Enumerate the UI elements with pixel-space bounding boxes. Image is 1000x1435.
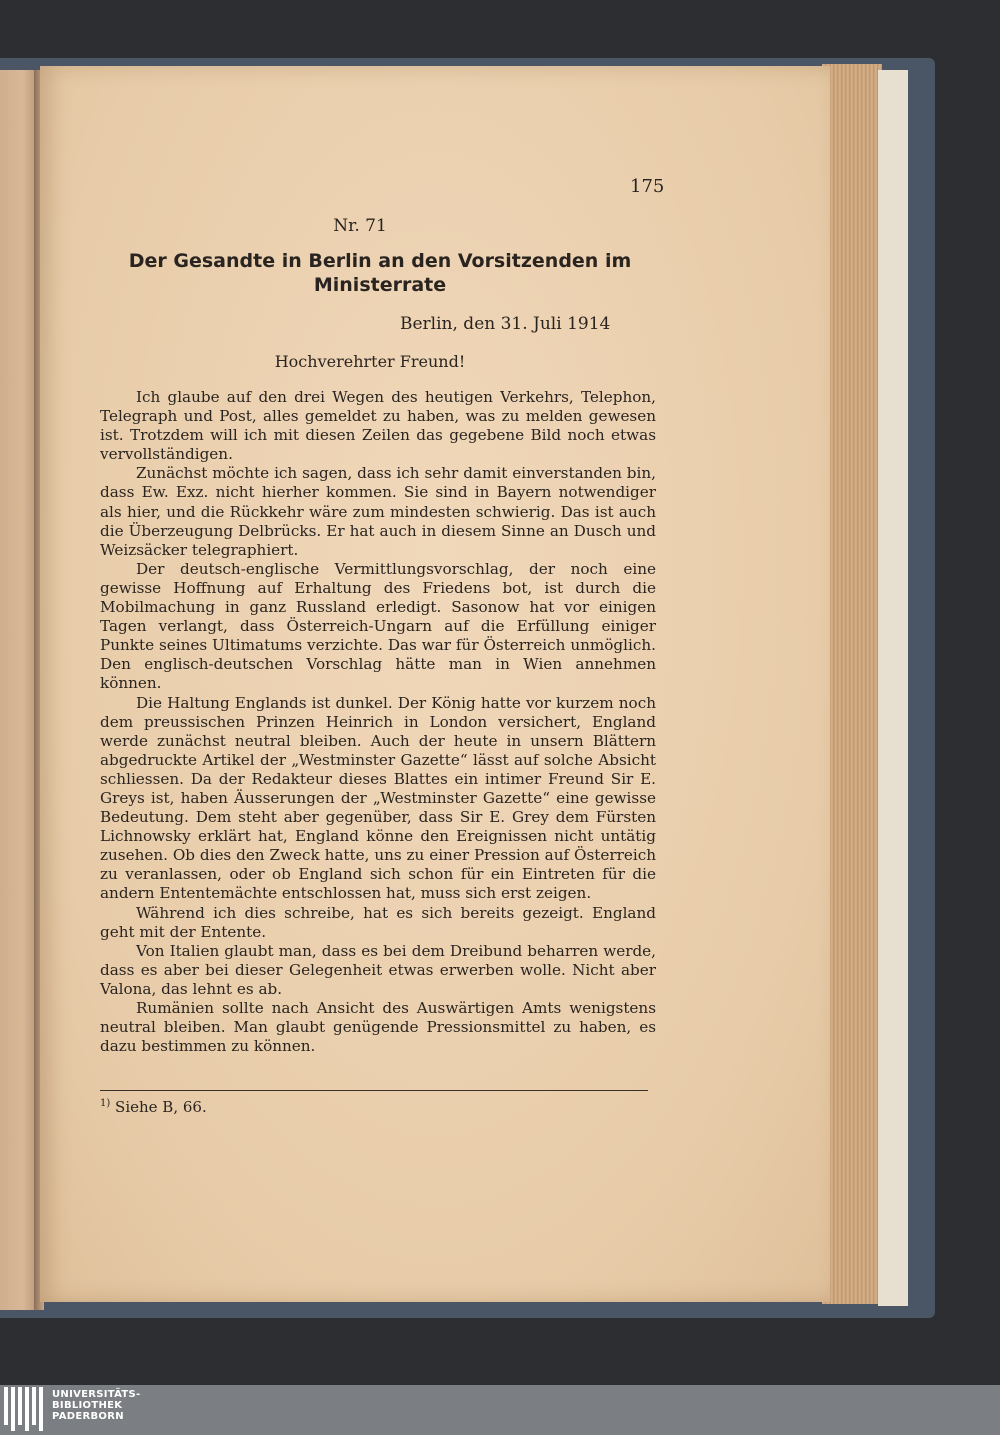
salutation: Hochverehrter Freund! — [274, 352, 466, 371]
paragraph: Zunächst möchte ich sagen, dass ich sehr damit einverstanden bin, dass Ew. Exz. nicht hierher kommen. Sie sind in Bayern notwendiger als hier, und die Rückkehr wäre zum mindesten schwierig. Das ist auch die Überzeugung Delbrücks. Er hat auch in diesem Sinne an Dusch und Weizsäcker telegraphiert. — [100, 464, 656, 559]
paragraph: Die Haltung Englands ist dunkel. Der König hatte vor kurzem noch dem preussischen Prinzen Heinrich in London versichert, England werde zunächst neutral bleiben. Auch der heute in unsern Blättern abgedruckte Artikel der „Westminster Gazette“ lässt auf solche Absicht schliessen. Da der Redakteur dieses Blattes ein intimer Freund Sir E. Greys ist, haben Äusserungen der „Westminster Gazette“ eine gewisse Bedeutung. Dem steht aber gegenüber, dass Sir E. Grey dem Fürsten Lichnowsky erklärt hat, England könne den Ereignissen nicht untätig zusehen. Ob dies den Zweck hatte, uns zu einer Pression auf Österreich zu veranlassen, oder ob England sich schon für ein Eintreten für die andern Ententemächte entschlossen hat, muss sich erst zeigen. — [100, 693, 656, 903]
document-title: Der Gesandte in Berlin an den Vorsitzenden im Ministerrate — [128, 250, 632, 296]
library-logo-icon — [4, 1387, 46, 1431]
paragraph: Rumänien sollte nach Ansicht des Auswärtigen Amts wenigstens neutral bleiben. Man glaubt genügende Pressionsmittel zu haben, es dazu bestimmen zu können. — [100, 999, 656, 1056]
letter-body — [100, 388, 656, 1056]
paragraph: Ich glaube auf den drei Wegen des heutigen Verkehrs, Telephon, Telegraph und Post, alles gemeldet zu haben, was zu melden gewesen ist. Trotzdem will ich mit diesen Zeilen das gegebene Bild noch etwas vervollständigen. — [100, 388, 656, 464]
left-page-edge — [0, 70, 38, 1310]
paragraph: Von Italien glaubt man, dass es bei dem Dreibund beharren werde, dass es aber bei dieser Gelegenheit etwas erwerben wolle. Nicht aber Valona, das lehnt es ab. — [100, 941, 656, 998]
dateline: Berlin, den 31. Juli 1914 — [400, 314, 611, 334]
endpaper — [878, 70, 908, 1306]
footnote-mark: 1) — [100, 1098, 111, 1109]
paragraph: Während ich dies schreibe, hat es sich bereits gezeigt. England geht mit der Entente. — [100, 903, 656, 941]
library-logo-text: UNIVERSITÄTS- BIBLIOTHEK PADERBORN — [52, 1389, 141, 1422]
footnote-rule — [100, 1090, 648, 1091]
document-number: Nr. 71 — [333, 216, 387, 236]
book-page — [40, 66, 830, 1302]
footnote — [100, 1098, 207, 1116]
library-footer — [0, 1385, 1000, 1435]
page-number: 175 — [630, 176, 665, 197]
footnote-text: Siehe B, 66. — [115, 1098, 207, 1116]
page-stack-edge — [822, 64, 882, 1304]
paragraph: Der deutsch-englische Vermittlungsvorschlag, der noch eine gewisse Hoffnung auf Erhaltung des Friedens bot, ist durch die Mobilmachung in ganz Russland erledigt. Sasonow hat vor einigen Tagen verlangt, dass Österreich-Ungarn auf die Erfüllung einiger Punkte seines Ultimatums verzichte. Das war für Österreich unmöglich. Den englisch-deutschen Vorschlag hätte man in Wien annehmen können. — [100, 559, 656, 693]
